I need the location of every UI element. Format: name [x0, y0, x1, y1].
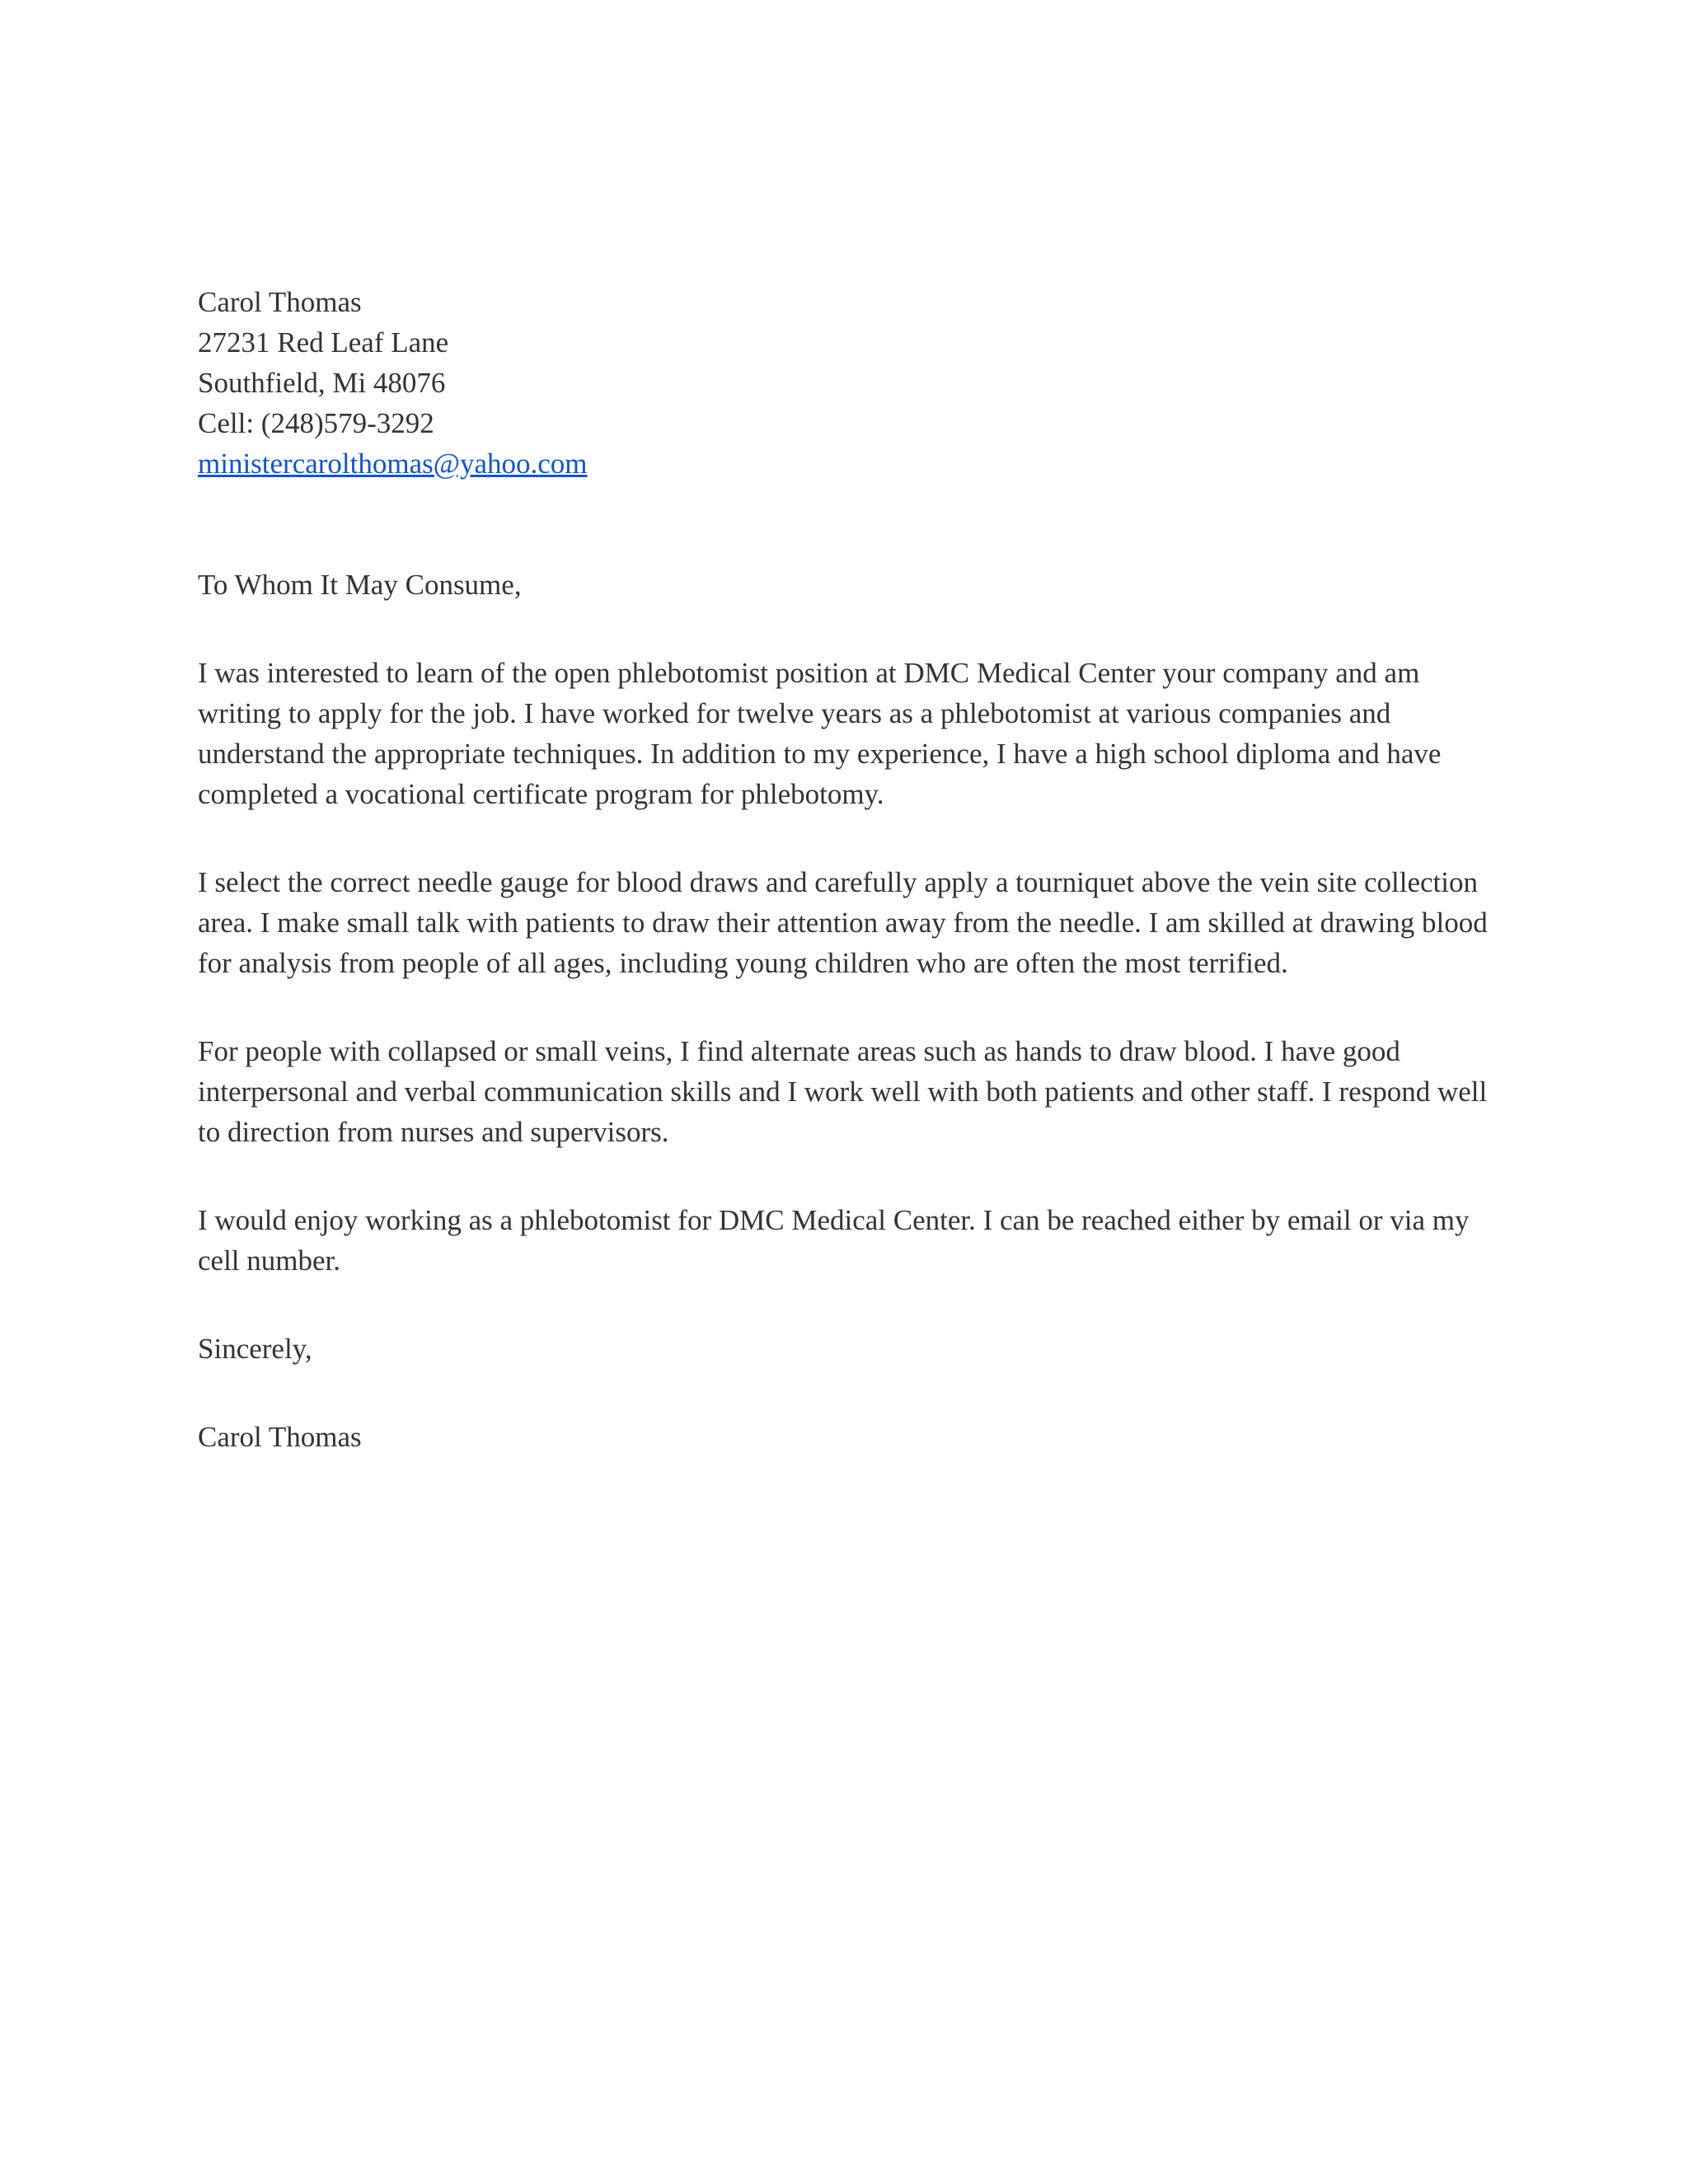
sender-street: 27231 Red Leaf Lane	[198, 326, 449, 359]
signature: Carol Thomas	[198, 1421, 362, 1453]
letter-page	[198, 282, 1500, 1457]
salutation: To Whom It May Consume,	[198, 569, 522, 601]
body-paragraph-2: I select the correct needle gauge for blood draws and carefully apply a tourniquet above the vein site collection area. I make small talk with patients to draw their attention away from the needle. I am skilled at drawing blood for analysis from people of all ages, including young children who are often the most terrified.	[198, 866, 1488, 979]
body-paragraph-3: For people with collapsed or small veins, I find alternate areas such as hands to draw blood. I have good interpersonal and verbal communication skills and I work well with both patients and other staff. I respond well to direction from nurses and supervisors.	[198, 1035, 1488, 1148]
sender-name: Carol Thomas	[198, 286, 362, 318]
sender-cell: Cell: (248)579-3292	[198, 407, 434, 439]
sender-city-state-zip: Southfield, Mi 48076	[198, 367, 446, 399]
closing: Sincerely,	[198, 1333, 312, 1365]
body-paragraph-1: I was interested to learn of the open phlebotomist position at DMC Medical Center your company and am writing to apply for the job. I have worked for twelve years as a phlebotomist at various companies and understand the appropriate techniques. In addition to my experience, I have a high school diploma and have completed a vocational certificate program for phlebotomy.	[198, 657, 1442, 810]
body-paragraph-4: I would enjoy working as a phlebotomist for DMC Medical Center. I can be reached either by email or via my cell number.	[198, 1204, 1470, 1277]
sender-block	[198, 282, 1500, 484]
sender-email-link[interactable]: ministercarolthomas@yahoo.com	[198, 448, 588, 480]
